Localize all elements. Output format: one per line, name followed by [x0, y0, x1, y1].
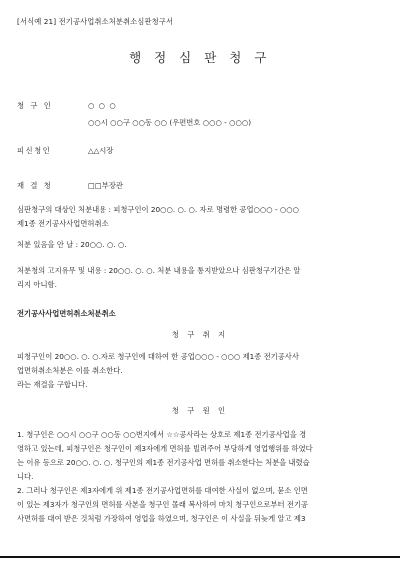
- respondent-label: 피신청인: [17, 146, 52, 155]
- ruling-agency-label: 재 결 청: [17, 181, 53, 190]
- purpose-block: [17, 350, 383, 392]
- disposition-line: 심판청구의 대상인 처분내용 : 피청구인이 20○○. ○. ○. 자로 명령한 공업○○○ - ○○○: [17, 205, 300, 214]
- reasons-heading: 청 구 원 인: [171, 406, 229, 415]
- knew-date: 처분 있음을 안 날 : 20○○. ○. ○.: [17, 240, 127, 249]
- reasons-block: [17, 428, 383, 526]
- purpose-line: 업면허취소처분은 이를 취소한다.: [17, 366, 123, 375]
- form-number: [서식예 21] 전기공사업취소처분취소심판청구서: [17, 17, 174, 26]
- notice-line: 리지 아니함.: [17, 280, 57, 289]
- claimant-name: ○ ○ ○: [88, 101, 117, 110]
- purpose-line: 피청구인이 20○○. ○. ○.자로 청구인에 대하여 한 공업○○○ - ○○○ 제1종 전기공사사: [17, 352, 299, 361]
- reason-item-line: 니다.: [17, 472, 34, 481]
- respondent-value: △△시장: [88, 146, 114, 155]
- disposition-block: [17, 203, 383, 231]
- reason-item-line: 는 이유 등으로 20○○. ○. ○. 청구인의 제1종 전기공사업 면허를 취소한다는 처분을 내렸습: [17, 458, 310, 467]
- purpose-line: 라는 재결을 구합니다.: [17, 380, 88, 389]
- document-title: 행 정 심 판 청 구: [129, 50, 271, 65]
- claimant-label: 청 구 인: [17, 101, 53, 110]
- disposition-line: 제1종 전기공사사업면허취소: [17, 219, 109, 228]
- subject-heading: 전기공사사업면허취소처분취소: [17, 309, 116, 318]
- reason-item-line: 이 있는 제3자가 청구인의 면허를 사본을 청구인 몰래 복사하여 마치 청구인으로부터 전기공: [17, 500, 308, 509]
- notice-block: [17, 264, 383, 292]
- ruling-agency-value: □□부장관: [88, 181, 123, 190]
- purpose-heading: 청 구 취 지: [171, 330, 229, 339]
- reason-item-line: 영하고 있는데, 피청구인은 청구인이 제3자에게 면허를 빌려주어 부당하게 영업행위를 하였다: [17, 444, 313, 453]
- reason-item-line: 2. 그러나 청구인은 제3자에게 위 제1종 전기공사업면허를 대여한 사실이 없으며, 묻소 인면: [17, 486, 308, 495]
- claimant-address: ○○시 ○○구 ○○동 ○○ (우편번호 ○○○ - ○○○): [88, 118, 252, 127]
- page-bottom-border: [0, 556, 400, 558]
- reason-item-line: 사면허를 대여 받은 것처럼 가장하여 영업을 하였으며, 청구인은 이 사실을 뒤늦게 알고 제3: [17, 514, 306, 523]
- reason-item-line: 1. 청구인은 ○○시 ○○구 ○○동 ○○번지에서 ☆☆공사라는 상호로 제1종 전기공사업을 경: [17, 430, 307, 439]
- notice-line: 처분청의 고지유무 및 내용 : 20○○. ○. ○. 처분 내용을 통지받았으나 심판청구기간은 알: [17, 266, 301, 275]
